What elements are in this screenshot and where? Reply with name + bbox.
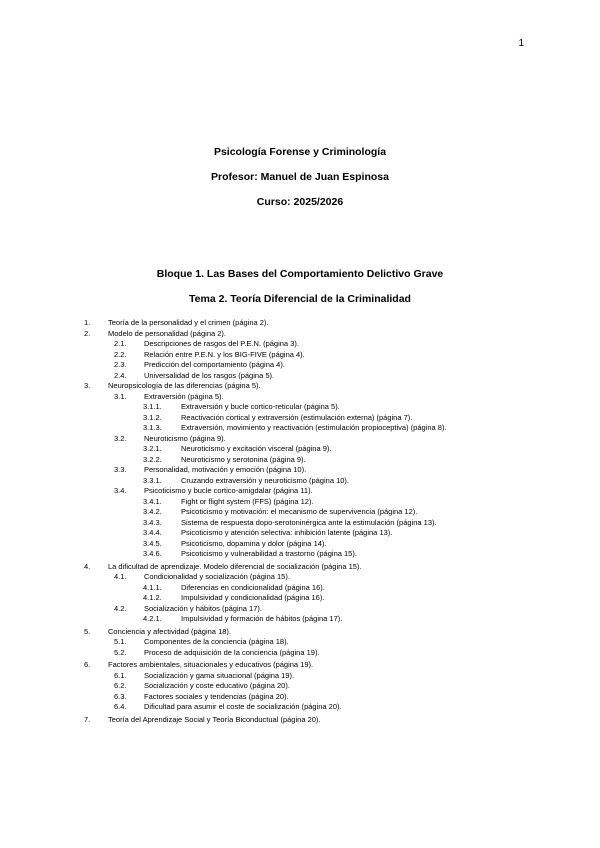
toc-item-text: Teoría de la personalidad y el crimen (página 2). — [108, 318, 269, 327]
toc-item-text: Impulsividad y formación de hábitos (página 17). — [181, 614, 343, 623]
course-year: Curso: 2025/2026 — [256, 196, 344, 208]
toc-item-number: 6.2. — [114, 681, 127, 690]
toc-item-number: 7. — [84, 714, 91, 724]
toc-item-number: 5. — [84, 626, 91, 636]
toc-item-text: Relación entre P.E.N. y los BIG-FIVE (página 4). — [144, 349, 305, 359]
toc-item-text: Universalidad de los rasgos (página 5). — [144, 370, 275, 380]
topic-title: Tema 2. Teoría Diferencial de la Criminalidad — [189, 293, 411, 305]
toc-item-number: 2.4. — [114, 370, 127, 380]
toc-item-number: 4.1. — [114, 572, 127, 581]
toc-item-number: 4.1.1. — [143, 582, 162, 592]
toc-item-number: 3.4. — [114, 486, 127, 495]
toc-item-number: 4. — [84, 561, 91, 571]
toc-item-text: Fight or flight system (FFS) (página 12). — [181, 496, 314, 506]
toc-item-number: 3.2. — [114, 433, 127, 443]
toc-item-number: 3.4.6. — [143, 549, 162, 558]
toc-item-number: 3. — [84, 381, 91, 390]
toc-item-number: 3.4.5. — [143, 538, 162, 548]
toc-item-text: La dificultad de aprendizaje. Modelo diferencial de socialización (página 15). — [108, 561, 362, 571]
toc-item-number: 6. — [84, 660, 91, 669]
toc-item-number: 3.4.3. — [143, 517, 162, 527]
toc-item-text: Condicionalidad y socialización (página 15). — [144, 572, 290, 581]
toc-item-text: Neuroticismo y excitación visceral (página 9). — [181, 444, 332, 453]
toc-item-text: Psicoticismo y atención selectiva: inhibición latente (página 13). — [181, 528, 393, 537]
toc-item-text: Factores sociales y tendencias (página 20). — [144, 691, 289, 701]
toc-item-number: 6.4. — [114, 702, 127, 711]
toc-item-number: 3.4.2. — [143, 507, 162, 516]
toc-item-number: 3.3. — [114, 465, 127, 474]
toc-item-number: 5.2. — [114, 647, 127, 657]
toc-item-number: 4.2. — [114, 603, 127, 613]
toc-item-text: Cruzando extraversión y neuroticismo (página 10). — [181, 475, 349, 485]
toc-item-text: Reactivación cortical y extraversión (estimulación externa) (página 7). — [181, 412, 413, 422]
toc-item-text: Extraversión (página 5). — [144, 391, 224, 401]
toc-item-text: Extraversión, movimiento y reactivación (estimulación propioceptiva) (página 8). — [181, 423, 447, 432]
toc-item-number: 6.3. — [114, 691, 127, 701]
toc-item-number: 3.2.2. — [143, 454, 162, 464]
toc-item-text: Descripciones de rasgos del P.E.N. (página 3). — [144, 339, 299, 348]
toc-item-text: Psicoticismo, dopamina y dolor (página 14). — [181, 538, 327, 548]
toc-item-number: 2.1. — [114, 339, 127, 348]
toc-item-text: Neuropsicología de las diferencias (página 5). — [108, 381, 261, 390]
toc-item-number: 3.3.1. — [143, 475, 162, 485]
toc-item-number: 3.1. — [114, 391, 127, 401]
toc-item-number: 3.1.2. — [143, 412, 162, 422]
toc-item-text: Personalidad, motivación y emoción (página 10). — [144, 465, 307, 474]
toc-item-number: 3.1.1. — [143, 402, 162, 411]
toc-item-text: Psicoticismo y vulnerabilidad a trastorno (página 15). — [181, 549, 357, 558]
toc-item-text: Factores ambientales, situacionales y educativos (página 19). — [108, 660, 314, 669]
toc-item-text: Componentes de la conciencia (página 18). — [144, 637, 289, 646]
toc-item-number: 5.1. — [114, 637, 127, 646]
toc-item-text: Dificultad para asumir el coste de socialización (página 20). — [144, 702, 342, 711]
toc-item-text: Impulsividad y condicionalidad (página 16). — [181, 593, 325, 602]
toc-item-text: Neuroticismo y serotonina (página 9). — [181, 454, 306, 464]
page-number: 1 — [518, 38, 524, 49]
toc-item-text: Predicción del comportamiento (página 4). — [144, 360, 285, 369]
toc-item-number: 3.4.1. — [143, 496, 162, 506]
toc-item-number: 3.2.1. — [143, 444, 162, 453]
toc-item-text: Psicoticismo y motivación: el mecanismo de supervivencia (página 12). — [181, 507, 418, 516]
toc-item-number: 1. — [84, 318, 91, 327]
toc-item-text: Psicoticismo y bucle cortico-amigdalar (página 11). — [144, 486, 313, 495]
toc-item-number: 2. — [84, 328, 91, 338]
block-title: Bloque 1. Las Bases del Comportamiento Delictivo Grave — [156, 268, 444, 280]
toc-item-text: Extraversión y bucle cortico-reticular (página 5). — [181, 402, 340, 411]
toc-item-number: 4.2.1. — [143, 614, 162, 623]
toc-item-text: Socialización y coste educativo (página 20). — [144, 681, 290, 690]
toc-item-number: 3.1.3. — [143, 423, 162, 432]
toc-item-text: Conciencia y afectividad (página 18). — [108, 626, 231, 636]
toc-item-text: Sistema de respuesta dopo-serotoninérgica ante la estimulación (página 13). — [181, 517, 437, 527]
toc-item-text: Diferencias en condicionalidad (página 16). — [181, 582, 325, 592]
toc-item-text: Socialización y gama situacional (página 19). — [144, 670, 295, 680]
toc-item-number: 2.2. — [114, 349, 127, 359]
toc-item-number: 6.1. — [114, 670, 127, 680]
professor-line: Profesor: Manuel de Juan Espinosa — [211, 171, 389, 183]
toc-item-text: Modelo de personalidad (página 2). — [108, 328, 226, 338]
toc-item-text: Teoría del Aprendizaje Social y Teoría Biconductual (página 20). — [108, 714, 321, 724]
toc-item-number: 2.3. — [114, 360, 127, 369]
course-title: Psicología Forense y Criminología — [213, 146, 387, 158]
toc-item-text: Proceso de adquisición de la conciencia (página 19). — [144, 647, 320, 657]
toc-item-text: Neuroticismo (página 9). — [144, 433, 226, 443]
toc-item-number: 4.1.2. — [143, 593, 162, 602]
toc-item-number: 3.4.4. — [143, 528, 162, 537]
toc-item-text: Socialización y hábitos (página 17). — [144, 603, 262, 613]
